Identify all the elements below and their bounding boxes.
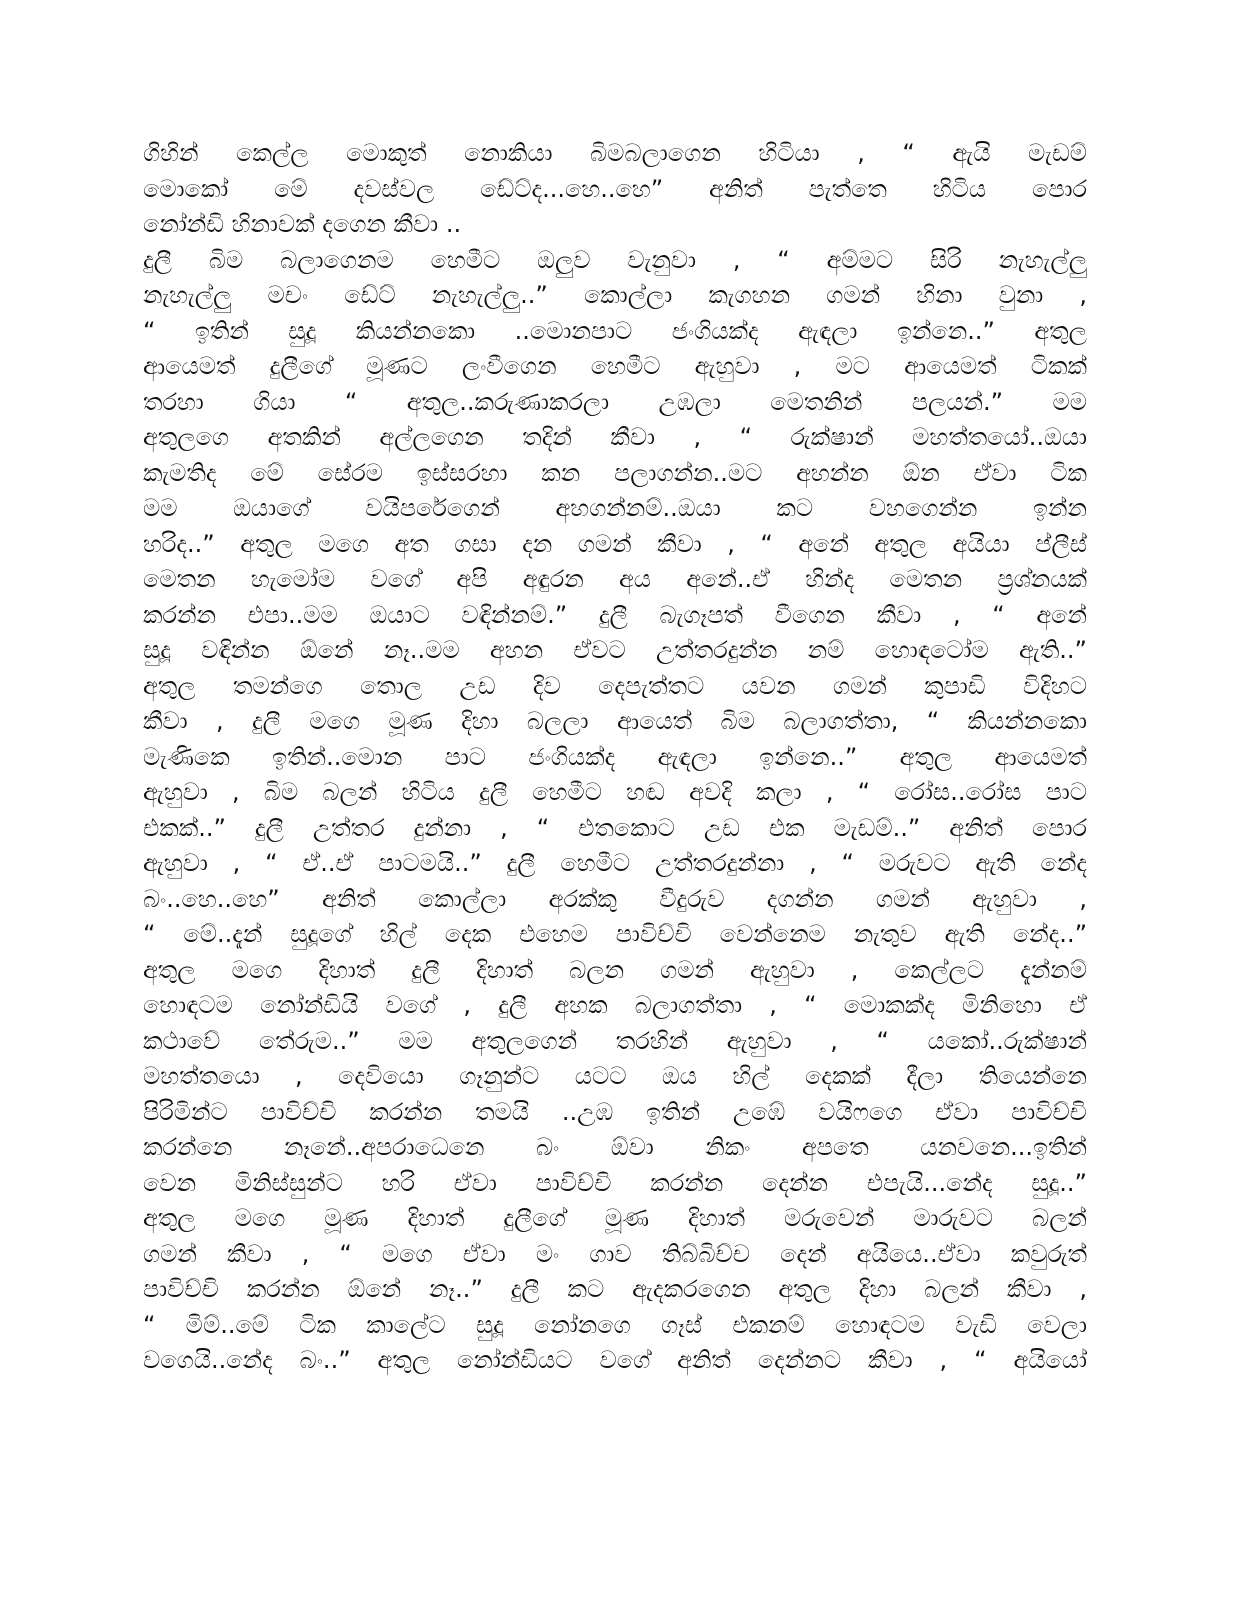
text-line: ආයෙමත් දුලීගේ මූණට ලංවීගෙන හෙමීට ඇහුවා , මට ආයෙමත් ටිකක් [143,352,1087,380]
text-line: හරිද..” අතුල මගෙ අත ගසා දන ගමන් කීවා , “ අනේ අතුල අයියා ප්ලීස් [143,529,1087,558]
text-line: කථාවේ තේරුම..” මම අතුලගෙන් තරහින් ඇහුවා , “ යකෝ..රුක්ෂාන් [143,1026,1087,1055]
text-line: වගෙයි..නේද බං..” අතුල නෝන්ඩියට වගේ අනිත් දෙන්නට කීවා , “ අයියෝ [143,1346,1087,1374]
story-text [143,136,1087,1379]
text-line: දුලී බිම බලාගෙනම හෙමීට ඔලුව වැනුවා , “ අම්මට සිරි නැහැල්ලු [143,245,1087,274]
text-line: වෙන මිනිස්සුන්ට හරි ඒවා පාවිච්චි කරන්න දෙන්න එපැයි...නේද සුදූ..” [143,1168,1087,1197]
text-line: ගමන් කීවා , “ මගෙ ඒවා මං ගාව තිබ්බිච්ච දෙන් අයියෙ..ඒවා කවුරුත් [143,1239,1087,1268]
text-line: මහත්තයො , දෙවියො ගෑනුන්ට යටට ඔය හිල් දෙකක් දීලා තියෙන්නෙ [143,1062,1087,1090]
text-line: “ මිම්..මේ ටික කාලේට සුදූ නෝනගෙ ගෑස් එකනම් හොඳටම වැඩි වෙලා [143,1310,1087,1339]
text-line: ගිහින් කෙල්ල මොකුත් නොකියා බිමබලාගෙන හිටියා , “ ඇයි මැඩම් [143,139,1087,167]
text-line: පාවිච්චි කරන්න ඕනේ නෑ..” දුලී කට ඇදකරගෙන අතුල දිහා බලන් කීවා , [143,1275,1087,1303]
text-line: “ ඉතින් සුදූ කියන්නකො ..මොනපාට ජංගියක්ද ඇඳලා ඉන්නෙ..” අතුල [143,316,1087,345]
text-line: අතුල මගෙ මූණ දිහාත් දුලීගේ මූණ දිහාත් මරුවෙන් මාරුවට බලන් [143,1204,1087,1232]
text-line: නැහැල්ලු මචං ඩේට් නැහැල්ලු..” කොල්ලා කැගහන ගමන් හිනා වුනා , [143,281,1087,309]
text-line: කරන්න එපා..මම ඔයාට වඳින්නම්.” දුලී බැගෑපත් වීගෙන කීවා , “ අනේ [143,600,1087,629]
text-line: තරහා ගියා “ අතුල..කරුණාකරලා උඹලා මෙතනින් පලයන්.” මම [143,387,1087,416]
text-line: මොකෝ මේ දවස්වල ඩේට්ද...හෙ..හෙ” අනිත් පැත්තෙ හිටිය පොර [143,174,1087,203]
text-line: අතුලගෙ අතකින් අල්ලගෙන තදින් කීවා , “ රුක්ෂාන් මහත්තයෝ..ඔයා [143,423,1087,451]
text-line: අතුල තමන්ගෙ තොල උඩ දිව දෙපැත්තට යවන ගමන් කුපාඩි විදිහට [143,671,1087,700]
text-line: නෝන්ඩි හිනාවක් දගෙන කීවා .. [143,210,462,238]
text-line: අතුල මගෙ දිහාත් දුලී දිහාත් බලන ගමන් ඇහුවා , කෙල්ලට දැන්නම් [143,955,1087,984]
text-line: පිරිමින්ට පාවිච්චි කරන්න තමයි ..උඹ ඉතින් උඹේ වයිෆගෙ ඒවා පාවිච්චි [143,1097,1087,1126]
text-line: ඇහුවා , “ ඒ..ඒ පාටමයි..” දුලී හෙමීට උත්තරදුන්නා , “ මරුවට ඇති නේද [143,849,1087,877]
text-line: කරන්නෙ නෑනේ..අපරාධෙනෙ බං ඕවා නිකං අපතෙ යනවනෙ...ඉතින් [143,1133,1087,1161]
text-line: එකක්..” දුලී උත්තර දුන්නා , “ එතකොට උඩ එක මැඩම්..” අනිත් පොර [143,813,1087,842]
text-line: කැමතිද මේ සේරම ඉස්සරහා කන පලාගන්න..මට අහන්න ඕන ඒවා ටික [143,458,1087,487]
text-line: මෙතන හැමෝම වගේ අපි අඳුරන අය අනේ..ඒ හින්ද මෙතන ප්‍රශ්නයක් [143,565,1087,593]
text-line: කීවා , දුලී මගෙ මූණ දිහා බලලා ආයෙත් බිම බලාගත්තා, “ කියන්නකො [143,707,1087,735]
text-line: බං..හෙ..හෙ” අනිත් කොල්ලා අරක්කු වීදුරුව දගන්න ගමන් ඇහුවා , [143,884,1087,913]
text-line: සුදූ වඳින්න ඕනේ නෑ..මම අහන ඒවට උත්තරදුන්න නම් හොඳටෝම ඇති..” [143,636,1087,664]
text-line: හොඳටම නෝන්ඩියි වගේ , දුලී අහක බලාගත්තා , “ මොකක්ද මිනිහො ඒ [143,991,1087,1019]
text-line: ඇහුවා , බිම බලන් හිටිය දුලී හෙමීට හඬ අවදි කලා , “ රෝස..රෝස පාට [143,778,1087,806]
text-line: “ මේ..දැන් සුදූගේ හිල් දෙක එහෙම පාවිච්චි වෙන්නෙම නැතුව ඇති නේද..” [143,920,1087,948]
text-line: මැණිකෙ ඉතින්..මොන පාට ජංගියක්ද ඇඳලා ඉන්නෙ..” අතුල ආයෙමත් [143,742,1087,771]
text-line: මම ඔයාගේ වයිපරේගෙන් අහගන්නම්..ඔයා කට වහගෙන්න ඉන්න [143,494,1087,522]
